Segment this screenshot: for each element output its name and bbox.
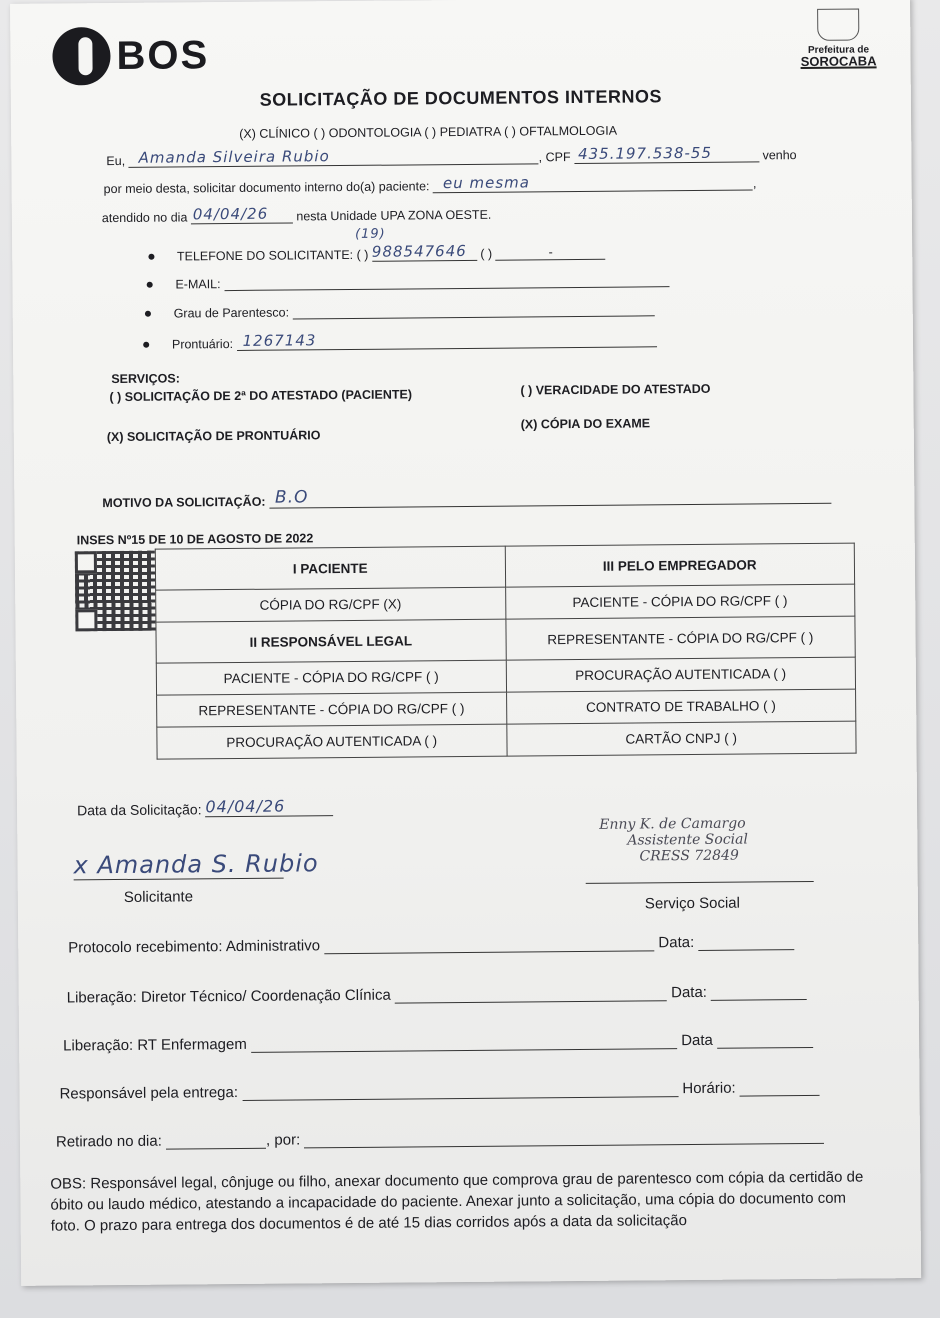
services-heading: SERVIÇOS:: [111, 371, 180, 387]
por-label: , por:: [265, 1131, 301, 1149]
table-cell-right[interactable]: PROCURAÇÃO AUTENTICADA ( ): [506, 657, 856, 692]
cpf-label: CPF: [545, 150, 571, 165]
responsavel-label: Responsável pela entrega:: [59, 1083, 239, 1103]
specialty-oftalmologia[interactable]: ( ) OFTALMOLOGIA: [503, 123, 618, 139]
bos-logo-mark: [52, 27, 111, 86]
stamp-role: Assistente Social: [627, 831, 749, 849]
stamp-registration: CRESS 72849: [639, 847, 739, 865]
name-value: Amanda Silveira Rubio: [138, 147, 330, 167]
bos-logo: [52, 26, 209, 85]
phone-field[interactable]: [372, 242, 477, 262]
cpf-field[interactable]: [574, 143, 759, 164]
recebimento-date-label: Data:: [658, 933, 695, 952]
prefeitura-logo: [800, 8, 876, 69]
name-field[interactable]: [129, 145, 539, 168]
document-page: [10, 0, 921, 1286]
specialty-options: [239, 124, 617, 141]
motivo-line: [102, 483, 831, 510]
solicitacao-date-field[interactable]: [205, 796, 333, 817]
prontuario-line: [142, 328, 657, 351]
email-label: E-MAIL:: [175, 277, 221, 292]
recebimento-label: Protocolo recebimento: Administrativo: [68, 937, 321, 957]
solicitante-signature-field[interactable]: [73, 849, 319, 881]
bos-logo-text: BOS: [116, 32, 210, 78]
liberacao-rt-field[interactable]: [251, 1048, 677, 1053]
cpf-value: 435.197.538-55: [577, 143, 713, 163]
solicitacao-date-label: Data da Solicitação:: [76, 801, 202, 819]
liberacao-rt-line: [63, 1031, 813, 1055]
bullet-icon: ●: [141, 335, 151, 352]
table-cell-left: II RESPONSÁVEL LEGAL: [156, 619, 506, 663]
prontuario-value: 1267143: [242, 331, 317, 350]
qr-code-icon: [75, 551, 156, 632]
patient-label: por meio desta, solicitar documento interno do(a) paciente:: [103, 179, 430, 197]
solicitante-signature: x Amanda S. Rubio: [73, 849, 319, 880]
table-cell-left[interactable]: PROCURAÇÃO AUTENTICADA ( ): [157, 724, 507, 759]
attended-label-pre: atendido no dia: [101, 210, 188, 226]
service-segunda-via[interactable]: ( ) SOLICITAÇÃO DE 2ª DO ATESTADO (PACIENTE): [109, 387, 413, 405]
phone-label: TELEFONE DO SOLICITANTE:: [176, 247, 354, 264]
liberacao-rt-date-field[interactable]: [717, 1047, 813, 1049]
parentesco-label: Grau de Parentesco:: [173, 305, 290, 321]
prontuario-label: Prontuário:: [171, 336, 234, 352]
liberacao-diretor-field[interactable]: [395, 1000, 667, 1003]
solicitacao-date-line: [77, 796, 334, 818]
phone2-field[interactable]: [496, 245, 606, 261]
motivo-label: MOTIVO DA SOLICITAÇÃO:: [102, 494, 266, 511]
requester-line: Eu, Amanda Silveira Rubio , CPF 435.197.538-55 venho: [106, 143, 797, 169]
phone-area-handwritten: (19): [354, 226, 386, 242]
liberacao-diretor-date-field[interactable]: [711, 999, 807, 1001]
liberacao-diretor-line: [67, 983, 808, 1006]
table-cell-left[interactable]: REPRESENTANTE - CÓPIA DO RG/CPF ( ): [157, 692, 507, 727]
city-crest-icon: [817, 9, 859, 41]
table-cell-left: I PACIENTE: [155, 546, 505, 590]
phone-line: [147, 226, 606, 264]
stamp-name: Enny K. de Camargo: [599, 815, 746, 833]
social-worker-stamp: [599, 816, 748, 865]
email-line: [145, 271, 669, 292]
retirado-label: Retirado no dia:: [55, 1132, 162, 1151]
retirado-por-field[interactable]: [304, 1143, 824, 1149]
table-row: [155, 543, 854, 590]
patient-line: por meio desta, solicitar documento interno do(a) paciente: eu mesma ,: [103, 173, 757, 197]
liberacao-rt-label: Liberação: RT Enfermagem: [63, 1035, 247, 1055]
parentesco-line: [144, 300, 655, 320]
motivo-value: B.O: [274, 487, 309, 508]
liberacao-rt-date-label: Data: [681, 1031, 713, 1050]
specialty-pediatra[interactable]: ( ) PEDIATRA: [424, 124, 501, 140]
patient-value: eu mesma: [442, 173, 531, 193]
table-cell-right: III PELO EMPREGADOR: [505, 543, 855, 587]
table-cell-right[interactable]: CONTRATO DE TRABALHO ( ): [506, 689, 856, 724]
email-field[interactable]: [224, 286, 669, 291]
horario-field[interactable]: [740, 1095, 820, 1097]
phone-paren2: ( ): [480, 246, 493, 261]
bullet-icon: ●: [143, 304, 153, 321]
recebimento-date-field[interactable]: [698, 949, 794, 951]
eu-label: Eu,: [106, 153, 126, 169]
table-caption: INSES Nº15 DE 10 DE AGOSTO DE 2022: [76, 531, 314, 548]
table-cell-right[interactable]: PACIENTE - CÓPIA DO RG/CPF ( ): [505, 584, 855, 619]
phone-dash: -: [548, 245, 553, 260]
bullet-icon: ●: [145, 275, 155, 292]
table-cell-right[interactable]: CARTÃO CNPJ ( ): [506, 721, 856, 756]
retirado-date-field[interactable]: [166, 1148, 266, 1150]
servico-label: Serviço Social: [644, 894, 741, 913]
service-prontuario[interactable]: (X) SOLICITAÇÃO DE PRONTUÁRIO: [106, 428, 321, 445]
specialty-clinico[interactable]: (X) CLÍNICO: [239, 126, 311, 141]
servico-signature-line[interactable]: [586, 881, 814, 884]
solicitacao-date-value: 04/04/26: [205, 796, 286, 817]
prefeitura-city: SOROCABA: [800, 53, 877, 70]
bullet-icon: ●: [147, 247, 156, 264]
obs-note: OBS: Responsável legal, cônjuge ou filho, anexar documento que comprova grau de parentesco com cópia da certidão de óbito ou laudo médico, atestando a incapacidade do paciente. Anexar junto a solicitação, uma cópia do documento com foto. O prazo para entrega dos documentos é de até 15 dias corridos após a data da solicitação: [50, 1168, 864, 1235]
prefeitura-line1: Prefeitura de: [807, 44, 870, 56]
venho-label: venho: [762, 148, 797, 163]
phone-value: 988547646: [371, 241, 467, 261]
parentesco-field[interactable]: [293, 315, 655, 319]
motivo-field[interactable]: [269, 483, 831, 509]
table-cell-left[interactable]: CÓPIA DO RG/CPF (X): [156, 587, 506, 622]
attended-date-field[interactable]: [191, 204, 293, 224]
documents-table: [155, 543, 857, 760]
attended-line: [102, 203, 492, 225]
service-veracidade[interactable]: ( ) VERACIDADE DO ATESTADO: [520, 381, 711, 398]
attended-date-value: 04/04/26: [192, 204, 269, 224]
liberacao-diretor-label: Liberação: Diretor Técnico/ Coordenação Clínica: [66, 986, 391, 1007]
specialty-odontologia[interactable]: ( ) ODONTOLOGIA: [313, 125, 421, 141]
responsavel-line: [59, 1079, 819, 1103]
table-row: [156, 616, 855, 663]
phone-paren1: ( ): [356, 247, 369, 262]
table-cell-left[interactable]: PACIENTE - CÓPIA DO RG/CPF ( ): [156, 660, 506, 695]
horario-label: Horário:: [682, 1079, 736, 1098]
recebimento-field[interactable]: [324, 950, 654, 954]
recebimento-line: [68, 933, 794, 956]
table-row: [157, 721, 856, 759]
table-cell-right[interactable]: REPRESENTANTE - CÓPIA DO RG/CPF ( ): [505, 616, 855, 660]
service-copia-exame[interactable]: (X) CÓPIA DO EXAME: [520, 416, 651, 432]
patient-field[interactable]: [433, 171, 753, 193]
attended-label-post: nesta Unidade UPA ZONA OESTE.: [296, 207, 492, 224]
retirado-line: [56, 1127, 825, 1151]
prontuario-field[interactable]: [236, 328, 656, 351]
page-title: SOLICITAÇÃO DE DOCUMENTOS INTERNOS: [259, 86, 663, 110]
liberacao-diretor-date-label: Data:: [671, 983, 708, 1002]
responsavel-field[interactable]: [242, 1096, 678, 1101]
solicitante-label: Solicitante: [123, 888, 194, 906]
